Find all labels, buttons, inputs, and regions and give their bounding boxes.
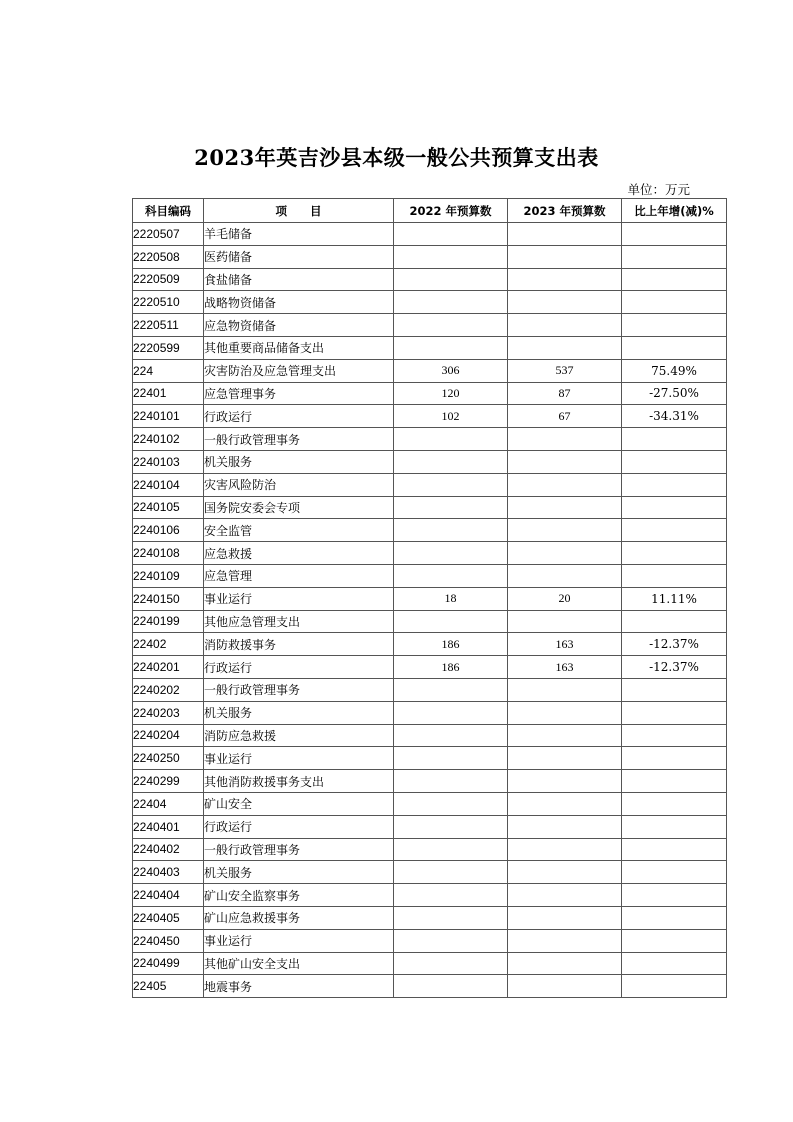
cell-budget-2023: 20 — [508, 587, 622, 610]
cell-budget-2023 — [508, 473, 622, 496]
cell-item-name: 应急管理事务 — [204, 382, 394, 405]
cell-budget-2022 — [394, 496, 508, 519]
cell-budget-2023 — [508, 815, 622, 838]
table-row — [133, 587, 727, 610]
cell-change: -12.37% — [622, 633, 727, 656]
table-row — [133, 564, 727, 587]
cell-budget-2023: 537 — [508, 359, 622, 382]
cell-code: 2240103 — [133, 450, 204, 473]
cell-budget-2022 — [394, 428, 508, 451]
cell-item-name: 消防应急救援 — [204, 724, 394, 747]
table-row — [133, 678, 727, 701]
cell-budget-2023: 67 — [508, 405, 622, 428]
cell-item-name: 其他重要商品储备支出 — [204, 336, 394, 359]
cell-change — [622, 519, 727, 542]
table-row — [133, 245, 727, 268]
cell-code: 2240105 — [133, 496, 204, 519]
cell-item-name: 机关服务 — [204, 450, 394, 473]
cell-change — [622, 610, 727, 633]
cell-code: 2240203 — [133, 701, 204, 724]
cell-code: 2240150 — [133, 587, 204, 610]
table-row — [133, 952, 727, 975]
cell-change: -27.50% — [622, 382, 727, 405]
table-row — [133, 291, 727, 314]
cell-code: 2220510 — [133, 291, 204, 314]
cell-item-name: 医药储备 — [204, 245, 394, 268]
cell-budget-2023 — [508, 678, 622, 701]
cell-change — [622, 678, 727, 701]
cell-budget-2023 — [508, 564, 622, 587]
cell-item-name: 消防救援事务 — [204, 633, 394, 656]
cell-budget-2022 — [394, 610, 508, 633]
cell-change — [622, 792, 727, 815]
cell-code: 2240250 — [133, 747, 204, 770]
table-row — [133, 633, 727, 656]
table-row — [133, 656, 727, 679]
cell-budget-2023 — [508, 792, 622, 815]
cell-budget-2023 — [508, 245, 622, 268]
table-row — [133, 223, 727, 246]
cell-item-name: 战略物资储备 — [204, 291, 394, 314]
budget-table — [132, 198, 727, 998]
cell-code: 2240450 — [133, 929, 204, 952]
cell-code: 2240499 — [133, 952, 204, 975]
table-row — [133, 496, 727, 519]
table-header-row — [133, 199, 727, 223]
table-row — [133, 314, 727, 337]
cell-budget-2022 — [394, 519, 508, 542]
table-row — [133, 336, 727, 359]
cell-budget-2022 — [394, 450, 508, 473]
cell-budget-2023 — [508, 906, 622, 929]
cell-change — [622, 245, 727, 268]
cell-change: 11.11% — [622, 587, 727, 610]
cell-change — [622, 314, 727, 337]
cell-change — [622, 770, 727, 793]
cell-code: 2240299 — [133, 770, 204, 793]
cell-code: 2240404 — [133, 884, 204, 907]
cell-code: 2240101 — [133, 405, 204, 428]
cell-budget-2023 — [508, 542, 622, 565]
cell-change — [622, 542, 727, 565]
cell-item-name: 行政运行 — [204, 656, 394, 679]
cell-code: 2220509 — [133, 268, 204, 291]
cell-budget-2022 — [394, 792, 508, 815]
cell-change — [622, 906, 727, 929]
table-row — [133, 382, 727, 405]
cell-item-name: 机关服务 — [204, 861, 394, 884]
cell-budget-2023 — [508, 861, 622, 884]
page-title: 2023年英吉沙县本级一般公共预算支出表 — [194, 145, 599, 170]
table-row — [133, 861, 727, 884]
cell-change — [622, 473, 727, 496]
header-code: 科目编码 — [133, 199, 204, 223]
cell-code: 2240106 — [133, 519, 204, 542]
cell-change: -12.37% — [622, 656, 727, 679]
cell-budget-2022 — [394, 223, 508, 246]
cell-budget-2023 — [508, 838, 622, 861]
cell-budget-2023 — [508, 519, 622, 542]
cell-budget-2023 — [508, 747, 622, 770]
cell-code: 22402 — [133, 633, 204, 656]
cell-change — [622, 268, 727, 291]
cell-code: 2240204 — [133, 724, 204, 747]
cell-item-name: 矿山应急救援事务 — [204, 906, 394, 929]
cell-code: 2220511 — [133, 314, 204, 337]
header-budget-2023: 2023 年预算数 — [508, 199, 622, 223]
cell-item-name: 事业运行 — [204, 929, 394, 952]
cell-code: 2220508 — [133, 245, 204, 268]
table-row — [133, 405, 727, 428]
cell-item-name: 一般行政管理事务 — [204, 838, 394, 861]
table-row — [133, 473, 727, 496]
unit-label: 单位：万元 — [627, 182, 690, 197]
cell-code: 2240108 — [133, 542, 204, 565]
cell-budget-2022 — [394, 701, 508, 724]
cell-budget-2022 — [394, 564, 508, 587]
cell-budget-2022 — [394, 542, 508, 565]
cell-change: -34.31% — [622, 405, 727, 428]
cell-budget-2023 — [508, 336, 622, 359]
cell-budget-2022: 186 — [394, 656, 508, 679]
cell-budget-2023 — [508, 724, 622, 747]
cell-change — [622, 701, 727, 724]
cell-item-name: 其他矿山安全支出 — [204, 952, 394, 975]
table-row — [133, 701, 727, 724]
cell-budget-2023: 163 — [508, 656, 622, 679]
cell-budget-2022 — [394, 838, 508, 861]
cell-change — [622, 724, 727, 747]
cell-code: 2220599 — [133, 336, 204, 359]
cell-item-name: 羊毛储备 — [204, 223, 394, 246]
table-row — [133, 770, 727, 793]
cell-code: 2240102 — [133, 428, 204, 451]
cell-budget-2022: 306 — [394, 359, 508, 382]
cell-budget-2023 — [508, 975, 622, 998]
table-row — [133, 929, 727, 952]
cell-change — [622, 952, 727, 975]
cell-budget-2022 — [394, 747, 508, 770]
cell-item-name: 一般行政管理事务 — [204, 428, 394, 451]
cell-item-name: 应急救援 — [204, 542, 394, 565]
cell-budget-2023 — [508, 929, 622, 952]
cell-budget-2022 — [394, 929, 508, 952]
table-row — [133, 838, 727, 861]
cell-change: 75.49% — [622, 359, 727, 382]
cell-budget-2023 — [508, 952, 622, 975]
cell-item-name: 事业运行 — [204, 747, 394, 770]
cell-code: 22401 — [133, 382, 204, 405]
table-row — [133, 542, 727, 565]
cell-code: 224 — [133, 359, 204, 382]
cell-budget-2022 — [394, 291, 508, 314]
cell-item-name: 国务院安委会专项 — [204, 496, 394, 519]
cell-change — [622, 336, 727, 359]
cell-change — [622, 496, 727, 519]
cell-code: 2240405 — [133, 906, 204, 929]
cell-budget-2022 — [394, 952, 508, 975]
cell-budget-2023 — [508, 428, 622, 451]
table-row — [133, 815, 727, 838]
cell-change — [622, 975, 727, 998]
cell-item-name: 其他消防救援事务支出 — [204, 770, 394, 793]
cell-code: 2240401 — [133, 815, 204, 838]
cell-item-name: 矿山安全监察事务 — [204, 884, 394, 907]
cell-change — [622, 291, 727, 314]
cell-code: 2220507 — [133, 223, 204, 246]
cell-budget-2023 — [508, 450, 622, 473]
table-row — [133, 450, 727, 473]
table-row — [133, 747, 727, 770]
cell-change — [622, 838, 727, 861]
table-row — [133, 268, 727, 291]
cell-item-name: 地震事务 — [204, 975, 394, 998]
cell-item-name: 食盐储备 — [204, 268, 394, 291]
cell-item-name: 安全监管 — [204, 519, 394, 542]
cell-change — [622, 861, 727, 884]
cell-budget-2022 — [394, 815, 508, 838]
cell-item-name: 其他应急管理支出 — [204, 610, 394, 633]
cell-budget-2022 — [394, 724, 508, 747]
cell-change — [622, 815, 727, 838]
header-item: 项 目 — [204, 199, 394, 223]
cell-change — [622, 747, 727, 770]
table-row — [133, 792, 727, 815]
cell-budget-2022 — [394, 975, 508, 998]
cell-change — [622, 884, 727, 907]
cell-budget-2023 — [508, 496, 622, 519]
cell-code: 22404 — [133, 792, 204, 815]
cell-code: 2240199 — [133, 610, 204, 633]
table-row — [133, 884, 727, 907]
cell-budget-2022 — [394, 336, 508, 359]
cell-budget-2023: 163 — [508, 633, 622, 656]
cell-budget-2023: 87 — [508, 382, 622, 405]
cell-budget-2022 — [394, 245, 508, 268]
cell-item-name: 矿山安全 — [204, 792, 394, 815]
cell-budget-2023 — [508, 268, 622, 291]
table-row — [133, 610, 727, 633]
cell-code: 2240201 — [133, 656, 204, 679]
cell-budget-2023 — [508, 314, 622, 337]
header-change: 比上年增(减)% — [622, 199, 727, 223]
cell-budget-2022 — [394, 884, 508, 907]
cell-budget-2022: 18 — [394, 587, 508, 610]
cell-item-name: 应急管理 — [204, 564, 394, 587]
cell-code: 2240403 — [133, 861, 204, 884]
header-budget-2022: 2022 年预算数 — [394, 199, 508, 223]
table-row — [133, 906, 727, 929]
cell-budget-2023 — [508, 610, 622, 633]
cell-item-name: 一般行政管理事务 — [204, 678, 394, 701]
cell-budget-2022 — [394, 770, 508, 793]
cell-item-name: 应急物资储备 — [204, 314, 394, 337]
table-row — [133, 359, 727, 382]
cell-budget-2022 — [394, 678, 508, 701]
cell-code: 2240104 — [133, 473, 204, 496]
cell-budget-2023 — [508, 701, 622, 724]
cell-item-name: 灾害风险防治 — [204, 473, 394, 496]
table-row — [133, 519, 727, 542]
cell-change — [622, 929, 727, 952]
cell-item-name: 行政运行 — [204, 815, 394, 838]
cell-change — [622, 428, 727, 451]
cell-code: 2240402 — [133, 838, 204, 861]
table-body — [133, 223, 727, 998]
cell-budget-2022 — [394, 861, 508, 884]
cell-budget-2023 — [508, 770, 622, 793]
cell-change — [622, 223, 727, 246]
cell-budget-2022: 102 — [394, 405, 508, 428]
cell-budget-2023 — [508, 291, 622, 314]
cell-change — [622, 450, 727, 473]
cell-item-name: 灾害防治及应急管理支出 — [204, 359, 394, 382]
table-row — [133, 975, 727, 998]
cell-budget-2022 — [394, 314, 508, 337]
cell-budget-2023 — [508, 884, 622, 907]
cell-code: 2240202 — [133, 678, 204, 701]
cell-budget-2022: 120 — [394, 382, 508, 405]
cell-budget-2023 — [508, 223, 622, 246]
table-row — [133, 724, 727, 747]
cell-budget-2022 — [394, 268, 508, 291]
cell-item-name: 行政运行 — [204, 405, 394, 428]
cell-code: 22405 — [133, 975, 204, 998]
cell-budget-2022: 186 — [394, 633, 508, 656]
cell-change — [622, 564, 727, 587]
table-row — [133, 428, 727, 451]
cell-budget-2022 — [394, 473, 508, 496]
cell-item-name: 事业运行 — [204, 587, 394, 610]
cell-budget-2022 — [394, 906, 508, 929]
cell-item-name: 机关服务 — [204, 701, 394, 724]
cell-code: 2240109 — [133, 564, 204, 587]
